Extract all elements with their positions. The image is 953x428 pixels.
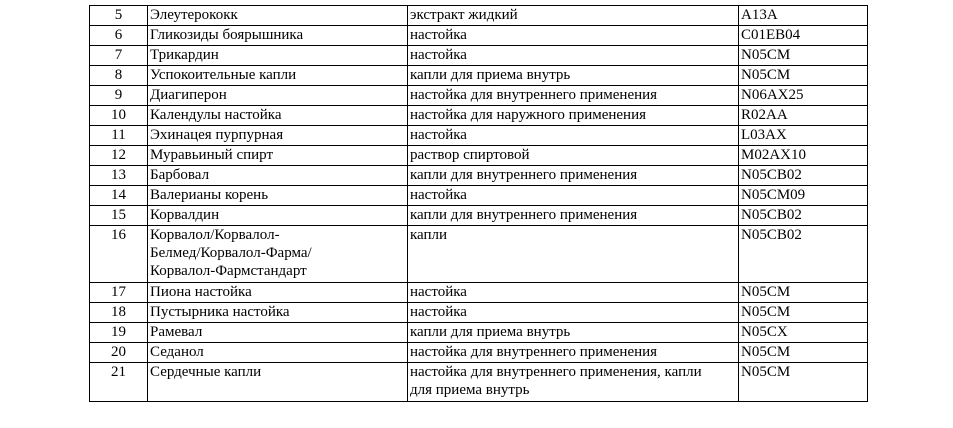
atc-code: N05CB02: [739, 206, 868, 226]
row-number: 6: [90, 26, 148, 46]
row-number: 8: [90, 66, 148, 86]
dosage-form: настойка: [408, 186, 739, 206]
atc-code: N05CM: [739, 303, 868, 323]
table-row: [90, 343, 868, 363]
dosage-form: настойка: [408, 283, 739, 303]
atc-code: M02AX10: [739, 146, 868, 166]
atc-code: N05CX: [739, 323, 868, 343]
atc-code: N05CB02: [739, 166, 868, 186]
row-number: 15: [90, 206, 148, 226]
dosage-form: капли для внутреннего применения: [408, 166, 739, 186]
dosage-form: настойка для внутреннего применения: [408, 343, 739, 363]
row-number: 14: [90, 186, 148, 206]
row-number: 13: [90, 166, 148, 186]
drug-name: Успокоительные капли: [148, 66, 408, 86]
drug-name: Барбовал: [148, 166, 408, 186]
drug-name-line: Корвалол-Фармстандарт: [150, 263, 307, 279]
dosage-form: раствор спиртовой: [408, 146, 739, 166]
dosage-form: капли для приема внутрь: [408, 66, 739, 86]
dosage-form: капли для внутреннего применения: [408, 206, 739, 226]
row-number: 12: [90, 146, 148, 166]
row-number: 10: [90, 106, 148, 126]
row-number: 16: [90, 226, 148, 283]
dosage-form: капли: [408, 226, 739, 283]
row-number: 18: [90, 303, 148, 323]
table-row: [90, 126, 868, 146]
table-row: [90, 226, 868, 283]
drug-name: Корвалдин: [148, 206, 408, 226]
table-row: [90, 6, 868, 26]
dosage-form: настойка: [408, 46, 739, 66]
row-number: 9: [90, 86, 148, 106]
row-number: 5: [90, 6, 148, 26]
atc-code: N05CM09: [739, 186, 868, 206]
atc-code: A13A: [739, 6, 868, 26]
table-row: [90, 363, 868, 402]
drug-name: Трикардин: [148, 46, 408, 66]
table-row: [90, 26, 868, 46]
drug-name: [148, 226, 408, 283]
drug-table: [89, 5, 868, 402]
atc-code: R02AA: [739, 106, 868, 126]
dosage-form: капли для приема внутрь: [408, 323, 739, 343]
table-row: [90, 106, 868, 126]
atc-code: N05CM: [739, 363, 868, 402]
dosage-form-line: настойка для внутреннего применения, капли: [410, 364, 702, 380]
drug-name: Гликозиды боярышника: [148, 26, 408, 46]
row-number: 11: [90, 126, 148, 146]
drug-name: Пиона настойка: [148, 283, 408, 303]
drug-name: Пустырника настойка: [148, 303, 408, 323]
atc-code: N06AX25: [739, 86, 868, 106]
atc-code: N05CB02: [739, 226, 868, 283]
dosage-form: настойка: [408, 26, 739, 46]
dosage-form: [408, 363, 739, 402]
atc-code: C01EB04: [739, 26, 868, 46]
dosage-form: настойка: [408, 126, 739, 146]
drug-name: Валерианы корень: [148, 186, 408, 206]
dosage-form: настойка: [408, 303, 739, 323]
atc-code: N05CM: [739, 283, 868, 303]
drug-name: Сердечные капли: [148, 363, 408, 402]
table-row: [90, 283, 868, 303]
drug-name-line: Белмед/Корвалол-Фарма/: [150, 245, 312, 261]
drug-name: Элеутерококк: [148, 6, 408, 26]
drug-name: Эхинацея пурпурная: [148, 126, 408, 146]
drug-name: Муравьиный спирт: [148, 146, 408, 166]
atc-code: N05CM: [739, 46, 868, 66]
table-row: [90, 46, 868, 66]
atc-code: L03AX: [739, 126, 868, 146]
drug-name: Рамевал: [148, 323, 408, 343]
table-row: [90, 86, 868, 106]
table-row: [90, 186, 868, 206]
dosage-form-line: для приема внутрь: [410, 382, 530, 398]
table-row: [90, 303, 868, 323]
table-row: [90, 66, 868, 86]
row-number: 21: [90, 363, 148, 402]
table-row: [90, 146, 868, 166]
table-row: [90, 206, 868, 226]
table-row: [90, 166, 868, 186]
dosage-form: настойка для внутреннего применения: [408, 86, 739, 106]
drug-name: Диагиперон: [148, 86, 408, 106]
drug-name-line: Корвалол/Корвалол-: [150, 227, 280, 243]
table-row: [90, 323, 868, 343]
dosage-form: экстракт жидкий: [408, 6, 739, 26]
drug-name: Седанол: [148, 343, 408, 363]
row-number: 20: [90, 343, 148, 363]
drug-table-body: [90, 6, 868, 402]
atc-code: N05CM: [739, 343, 868, 363]
row-number: 19: [90, 323, 148, 343]
drug-name: Календулы настойка: [148, 106, 408, 126]
row-number: 7: [90, 46, 148, 66]
dosage-form: настойка для наружного применения: [408, 106, 739, 126]
atc-code: N05CM: [739, 66, 868, 86]
row-number: 17: [90, 283, 148, 303]
